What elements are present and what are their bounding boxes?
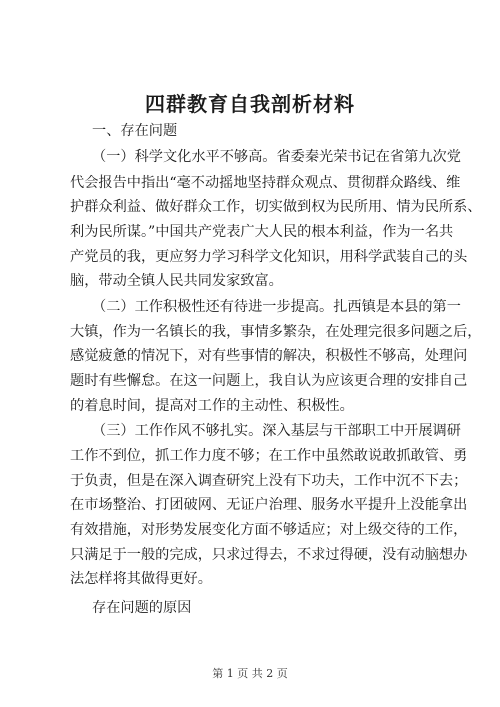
paragraph-line: 题时有些懈怠。在这一问题上，我自认为应该更合理的安排自己	[70, 373, 468, 389]
paragraph-line: 产党员的我，更应努力学习科学文化知识，用科学武装自己的头	[70, 249, 468, 265]
paragraph-line: 感觉疲惫的情况下，对有些事情的解决，积极性不够高，处理问	[70, 348, 468, 364]
paragraph-line: 工作不到位，抓工作力度不够；在工作中虽然敢说敢抓敢管、勇	[70, 448, 468, 464]
paragraph-line: （三）工作作风不够扎实。深入基层与干部职工中开展调研	[92, 423, 461, 439]
subheading: 存在问题的原因	[92, 600, 192, 616]
paragraph-line: 在市场整治、打团破网、无证户治理、服务水平提升上没能拿出	[70, 497, 468, 513]
paragraph-line: 有效措施，对形势发展变化方面不够适应；对上级交待的工作，	[70, 522, 468, 538]
page-footer: 第 1 页 共 2 页	[212, 667, 288, 680]
paragraph-line: 护群众利益、做好群众工作，切实做到权为民所用、情为民所系、	[70, 199, 482, 215]
paragraph-line: 利为民所谋。”中国共产党表广大人民的根本利益，作为一名共	[70, 224, 454, 240]
section-heading: 一、存在问题	[92, 123, 178, 139]
paragraph-line: 大镇，作为一名镇长的我，事情多繁杂，在处理完很多问题之后，	[70, 324, 482, 340]
paragraph-line: （一）科学文化水平不够高。省委秦光荣书记在省第九次党	[92, 149, 461, 165]
paragraph-line: 脑，带动全镇人民共同发家致富。	[70, 273, 283, 289]
document-title: 四群教育自我剖析材料	[145, 92, 355, 116]
paragraph-line: （二）工作积极性还有待进一步提高。扎西镇是本县的第一	[92, 299, 461, 315]
paragraph-line: 代会报告中指出“毫不动摇地坚持群众观点、贯彻群众路线、维	[70, 175, 461, 191]
paragraph-line: 法怎样将其做得更好。	[70, 571, 212, 587]
paragraph-line: 只满足于一般的完成，只求过得去，不求过得硬，没有动脑想办	[70, 547, 468, 563]
paragraph-line: 的着息时间，提高对工作的主动性、积极性。	[70, 398, 354, 414]
paragraph-line: 于负责，但是在深入调查研究上没有下功夫，工作中沉不下去；	[70, 473, 468, 489]
